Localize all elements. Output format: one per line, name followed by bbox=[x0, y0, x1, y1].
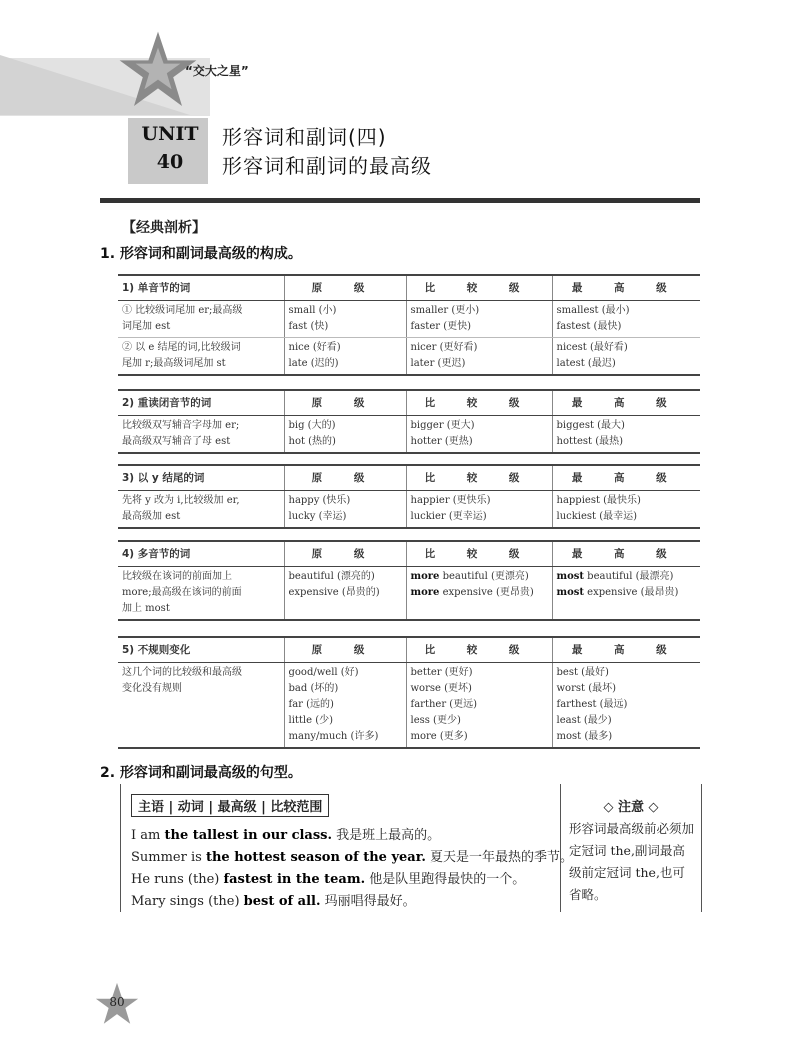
note-box bbox=[560, 784, 702, 912]
cell-line: more;最高级在该词的前面 bbox=[122, 587, 242, 598]
cell-line: 尾加 r;最高级词尾加 st bbox=[122, 358, 226, 369]
example-superlative: the hottest season of the year. bbox=[205, 850, 426, 865]
cell-line: happy (快乐) bbox=[288, 495, 351, 506]
cell-line: happier (更快乐) bbox=[410, 495, 491, 506]
column-header: 最 高 级 bbox=[552, 541, 700, 567]
cell-line: ② 以 e 结尾的词,比较级词 bbox=[122, 342, 241, 353]
cell-line: later (更迟) bbox=[410, 358, 466, 369]
table-row bbox=[118, 338, 700, 376]
rule-table-2 bbox=[118, 389, 700, 454]
example-sentence bbox=[131, 868, 525, 887]
heading-2: 2. 形容词和副词最高级的句型。 bbox=[100, 765, 302, 781]
table-title: 3) 以 y 结尾的词 bbox=[118, 465, 284, 491]
cell-line: latest (最迟) bbox=[556, 358, 616, 369]
cell-comp bbox=[406, 567, 552, 621]
example-superlative: fastest in the team. bbox=[223, 872, 366, 887]
cell-line: 变化没有规则 bbox=[122, 683, 182, 694]
rule-table-5 bbox=[118, 636, 700, 749]
cell-line: 词尾加 est bbox=[122, 321, 171, 332]
cell-base bbox=[284, 663, 406, 749]
column-header: 原 级 bbox=[284, 541, 406, 567]
cell-line: nicest (最好看) bbox=[556, 342, 628, 353]
cell-line: good/well (好) bbox=[288, 667, 359, 678]
cell-rule bbox=[118, 567, 284, 621]
cell-line: more expensive (更昂贵) bbox=[410, 587, 534, 598]
example-superlative: best of all. bbox=[243, 894, 321, 909]
table-row bbox=[118, 663, 700, 749]
cell-line: biggest (最大) bbox=[556, 420, 625, 431]
cell-line: hotter (更热) bbox=[410, 436, 473, 447]
cell-line: farther (更远) bbox=[410, 699, 478, 710]
cell-line: farthest (最远) bbox=[556, 699, 628, 710]
cell-sup bbox=[552, 301, 700, 338]
cell-line: ① 比较级词尾加 er;最高级 bbox=[122, 305, 243, 316]
cell-line: 最高级加 est bbox=[122, 511, 181, 522]
unit-number bbox=[138, 120, 202, 176]
column-header: 比 较 级 bbox=[406, 465, 552, 491]
column-header: 最 高 级 bbox=[552, 637, 700, 663]
brand-label: “交大之星” bbox=[185, 64, 249, 78]
example-lead: Mary sings (the) bbox=[131, 894, 244, 909]
cell-line: worst (最坏) bbox=[556, 683, 616, 694]
table-row bbox=[118, 491, 700, 529]
cell-line: most beautiful (最漂亮) bbox=[556, 571, 674, 582]
example-sentence bbox=[131, 890, 416, 909]
cell-line: more beautiful (更漂亮) bbox=[410, 571, 529, 582]
cell-line: fastest (最快) bbox=[556, 321, 622, 332]
cell-comp bbox=[406, 416, 552, 454]
unit-title-2: 形容词和副词的最高级 bbox=[222, 154, 432, 178]
cell-line: bigger (更大) bbox=[410, 420, 475, 431]
example-lead: He runs (the) bbox=[131, 872, 224, 887]
column-header: 比 较 级 bbox=[406, 637, 552, 663]
cell-line: hottest (最热) bbox=[556, 436, 624, 447]
cell-line: less (更少) bbox=[410, 715, 461, 726]
section-label: 【经典剖析】 bbox=[122, 220, 206, 236]
table-title: 1) 单音节的词 bbox=[118, 275, 284, 301]
header-rule bbox=[100, 198, 700, 203]
example-lead: I am bbox=[131, 828, 165, 843]
cell-comp bbox=[406, 338, 552, 376]
cell-line: nice (好看) bbox=[288, 342, 341, 353]
cell-line: best (最好) bbox=[556, 667, 609, 678]
cell-line: 比较级双写辅音字母加 er; bbox=[122, 420, 240, 431]
cell-line: most expensive (最昂贵) bbox=[556, 587, 679, 598]
cell-line: faster (更快) bbox=[410, 321, 471, 332]
cell-line: luckiest (最幸运) bbox=[556, 511, 638, 522]
page-number: 80 bbox=[109, 995, 125, 1009]
cell-line: 加上 most bbox=[122, 603, 170, 614]
table-row bbox=[118, 567, 700, 621]
column-header: 原 级 bbox=[284, 275, 406, 301]
cell-rule bbox=[118, 338, 284, 376]
cell-base bbox=[284, 491, 406, 529]
column-header: 最 高 级 bbox=[552, 465, 700, 491]
cell-line: happiest (最快乐) bbox=[556, 495, 641, 506]
cell-comp bbox=[406, 663, 552, 749]
column-header: 比 较 级 bbox=[406, 390, 552, 416]
cell-base bbox=[284, 301, 406, 338]
table-row bbox=[118, 301, 700, 338]
unit-title-1: 形容词和副词(四) bbox=[222, 125, 387, 149]
cell-line: 这几个词的比较级和最高级 bbox=[122, 667, 242, 678]
cell-comp bbox=[406, 491, 552, 529]
sentence-pattern: 主语 | 动词 | 最高级 | 比较范围 bbox=[131, 794, 329, 817]
example-sentence bbox=[131, 846, 573, 865]
cell-line: expensive (昂贵的) bbox=[288, 587, 380, 598]
cell-line: nicer (更好看) bbox=[410, 342, 478, 353]
example-translation: 他是队里跑得最快的一个。 bbox=[365, 872, 526, 887]
cell-base bbox=[284, 567, 406, 621]
table-row bbox=[118, 416, 700, 454]
cell-line: small (小) bbox=[288, 305, 337, 316]
cell-comp bbox=[406, 301, 552, 338]
cell-rule bbox=[118, 416, 284, 454]
table-title: 2) 重读闭音节的词 bbox=[118, 390, 284, 416]
cell-line: more (更多) bbox=[410, 731, 468, 742]
table-title: 5) 不规则变化 bbox=[118, 637, 284, 663]
column-header: 原 级 bbox=[284, 465, 406, 491]
cell-line: 先将 y 改为 i,比较级加 er, bbox=[122, 495, 240, 506]
cell-rule bbox=[118, 301, 284, 338]
cell-line: 最高级双写辅音了母 est bbox=[122, 436, 231, 447]
cell-line: worse (更坏) bbox=[410, 683, 472, 694]
cell-line: beautiful (漂亮的) bbox=[288, 571, 375, 582]
note-title: ◇ 注意 ◇ bbox=[603, 800, 659, 815]
cell-sup bbox=[552, 338, 700, 376]
column-header: 最 高 级 bbox=[552, 390, 700, 416]
cell-line: little (少) bbox=[288, 715, 334, 726]
cell-line: many/much (许多) bbox=[288, 731, 379, 742]
column-header: 比 较 级 bbox=[406, 541, 552, 567]
cell-line: most (最多) bbox=[556, 731, 613, 742]
example-superlative: the tallest in our class. bbox=[164, 828, 333, 843]
unit-value: 40 bbox=[156, 151, 184, 173]
pattern-box bbox=[120, 784, 574, 912]
note-text: 形容词最高级前必须加定冠词 the,副词最高级前定冠词 the,也可省略。 bbox=[569, 821, 695, 902]
cell-sup bbox=[552, 567, 700, 621]
cell-sup bbox=[552, 491, 700, 529]
rule-table-3 bbox=[118, 464, 700, 529]
example-lead: Summer is bbox=[131, 850, 206, 865]
column-header: 原 级 bbox=[284, 390, 406, 416]
table-title: 4) 多音节的词 bbox=[118, 541, 284, 567]
cell-line: smaller (更小) bbox=[410, 305, 480, 316]
cell-line: 比较级在该词的前面加上 bbox=[122, 571, 232, 582]
cell-rule bbox=[118, 491, 284, 529]
cell-line: fast (快) bbox=[288, 321, 329, 332]
example-translation: 玛丽唱得最好。 bbox=[320, 894, 416, 909]
cell-base bbox=[284, 338, 406, 376]
cell-line: lucky (幸运) bbox=[288, 511, 347, 522]
column-header: 原 级 bbox=[284, 637, 406, 663]
cell-line: hot (热的) bbox=[288, 436, 336, 447]
cell-base bbox=[284, 416, 406, 454]
example-sentence bbox=[131, 824, 440, 843]
cell-line: late (迟的) bbox=[288, 358, 339, 369]
rule-table-4 bbox=[118, 540, 700, 621]
rule-table-1 bbox=[118, 274, 700, 376]
column-header: 最 高 级 bbox=[552, 275, 700, 301]
unit-word: UNIT bbox=[141, 123, 199, 145]
cell-line: luckier (更幸运) bbox=[410, 511, 487, 522]
cell-rule bbox=[118, 663, 284, 749]
cell-line: smallest (最小) bbox=[556, 305, 630, 316]
cell-line: least (最少) bbox=[556, 715, 612, 726]
cell-line: bad (坏的) bbox=[288, 683, 339, 694]
heading-1: 1. 形容词和副词最高级的构成。 bbox=[100, 246, 302, 262]
cell-line: better (更好) bbox=[410, 667, 473, 678]
cell-line: far (远的) bbox=[288, 699, 334, 710]
example-translation: 夏天是一年最热的季节。 bbox=[425, 850, 574, 865]
example-translation: 我是班上最高的。 bbox=[332, 828, 441, 843]
cell-sup bbox=[552, 416, 700, 454]
cell-sup bbox=[552, 663, 700, 749]
cell-line: big (大的) bbox=[288, 420, 336, 431]
column-header: 比 较 级 bbox=[406, 275, 552, 301]
